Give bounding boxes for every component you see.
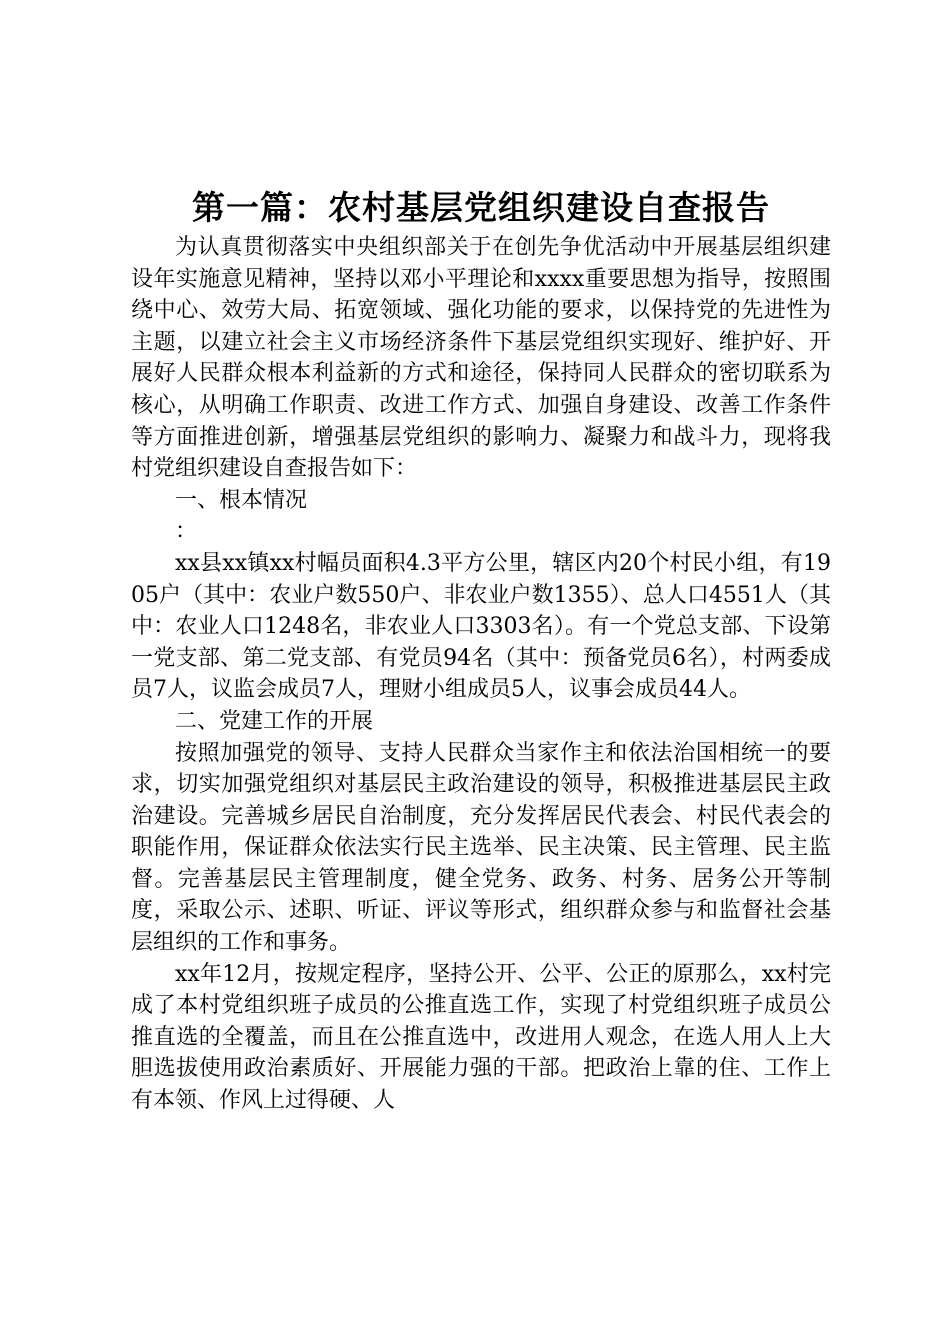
section-2-body-2: xx年12月，按规定程序，坚持公开、公平、公正的原那么，xx村完成了本村党组织班子成员的公推直选工作，实现了村党组织班子成员公推直选的全覆盖，而且在公推直选中，改进用人观念，在选人用人上大胆选拔使用政治素质好、开展能力强的干部。把政治上靠的住、工作上有本领、作风上过得硬、人 [131, 961, 832, 1114]
intro-paragraph: 为认真贯彻落实中央组织部关于在创先争优活动中开展基层组织建设年实施意见精神，坚持以邓小平理论和xxxx重要思想为指导，按照围绕中心、效劳大局、拓宽领域、强化功能的要求，以保持党的先进性为主题，以建立社会主义市场经济条件下基层党组织实现好、维护好、开展好人民群众根本利益新的方式和途径，保持同人民群众的密切联系为核心，从明确工作职责、改进工作方式、加强自身建设、改善工作条件等方面推进创新，增强基层党组织的影响力、凝聚力和战斗力，现将我村党组织建设自查报告如下： [131, 235, 831, 482]
section-2-body-1: 按照加强党的领导、支持人民群众当家作主和依法治国相统一的要求，切实加强党组织对基层民主政治建设的领导，积极推进基层民主政治建设。完善城乡居民自治制度，充分发挥居民代表会、村民代表会的职能作用，保证群众依法实行民主选举、民主决策、民主管理、民主监督。完善基层民主管理制度，健全党务、政务、村务、居务公开等制度，采取公示、述职、听证、评议等形式，组织群众参与和监督社会基层组织的工作和事务。 [131, 740, 831, 956]
section-1-body: xx县xx镇xx村幅员面积4.3平方公里，辖区内20个村民小组，有1905户（其中：农业户数550户、非农业户数1355）、总人口4551人（其中：农业人口1248名，非农业人口3303名）。有一个党总支部、下设第一党支部、第二党支部、有党员94名（其中：预备党员6名），村两委成员7人，议监会成员7人，理财小组成员5人，议事会成员44人。 [131, 550, 831, 703]
document-page [131, 184, 831, 1117]
section-1-colon: ： [175, 519, 198, 545]
section-2-heading: 二、党建工作的开展 [175, 708, 374, 734]
section-1-heading: 一、根本情况 [175, 487, 308, 513]
document-title: 第一篇：农村基层党组织建设自查报告 [192, 188, 770, 227]
